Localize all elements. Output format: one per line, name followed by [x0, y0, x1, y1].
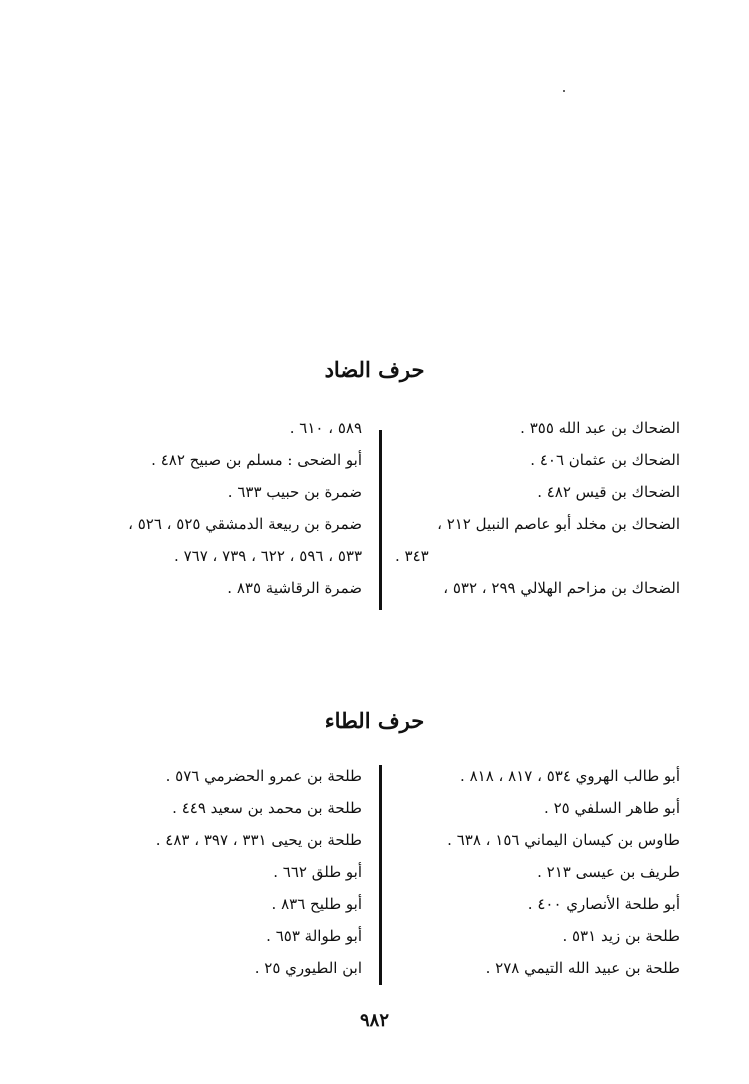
section-title-dad: حرف الضاد: [324, 357, 425, 382]
index-entry: طلحة بن عمرو الحضرمي ٥٧٦ .: [165, 767, 362, 785]
index-entry: أبو الضحى : مسلم بن صبيح ٤٨٢ .: [151, 451, 362, 469]
index-entry: أبو طليح ٨٣٦ .: [271, 895, 362, 913]
index-entry: أبو طالب الهروي ٥٣٤ ، ٨١٧ ، ٨١٨ .: [460, 767, 680, 785]
index-entry: أبو طوالة ٦٥٣ .: [266, 927, 362, 945]
right-column: [395, 760, 680, 984]
index-entry: الضحاك بن قيس ٤٨٢ .: [537, 483, 680, 501]
index-entry: أبو طاهر السلفي ٢٥ .: [544, 799, 680, 817]
index-entry: ضمرة الرقاشية ٨٣٥ .: [227, 579, 362, 597]
page-number: ٩٨٢: [359, 1010, 389, 1031]
index-entry: ضمرة بن ربيعة الدمشقي ٥٢٥ ، ٥٢٦ ،: [128, 515, 362, 533]
left-column: [62, 760, 362, 984]
index-entry: طريف بن عيسى ٢١٣ .: [537, 863, 680, 881]
stray-mark: [563, 90, 565, 92]
index-entry: ابن الطيوري ٢٥ .: [254, 959, 362, 977]
index-entry: الضحاك بن مخلد أبو عاصم النبيل ٢١٢ ،: [437, 515, 680, 533]
index-entry: طلحة بن عبيد الله التيمي ٢٧٨ .: [485, 959, 680, 977]
index-entry: أبو طلق ٦٦٢ .: [273, 863, 362, 881]
index-entry-continuation: ٣٤٣ .: [395, 547, 429, 565]
left-column: [62, 412, 362, 604]
index-entry: أبو طلحة الأنصاري ٤٠٠ .: [527, 895, 680, 913]
index-entry-continuation: ٥٣٣ ، ٥٩٦ ، ٦٢٢ ، ٧٣٩ ، ٧٦٧ .: [174, 547, 362, 565]
index-entry: طاوس بن كيسان اليماني ١٥٦ ، ٦٣٨ .: [447, 831, 680, 849]
index-entry-continuation: ٥٨٩ ، ٦١٠ .: [289, 419, 362, 437]
right-column: [395, 412, 680, 604]
index-entry: الضحاك بن عثمان ٤٠٦ .: [530, 451, 680, 469]
index-entry: الضحاك بن مزاحم الهلالي ٢٩٩ ، ٥٣٢ ،: [443, 579, 680, 597]
index-entry: طلحة بن محمد بن سعيد ٤٤٩ .: [172, 799, 362, 817]
index-entry: طلحة بن زيد ٥٣١ .: [562, 927, 680, 945]
section-title-ta: حرف الطاء: [324, 708, 425, 733]
column-divider: [379, 765, 382, 985]
section-ta-index: [50, 760, 680, 990]
section-dad-index: [50, 412, 680, 612]
column-divider: [379, 430, 382, 610]
index-entry: طلحة بن يحيى ٣٣١ ، ٣٩٧ ، ٤٨٣ .: [155, 831, 362, 849]
index-entry: ضمرة بن حبيب ٦٣٣ .: [227, 483, 362, 501]
index-entry: الضحاك بن عبد الله ٣٥٥ .: [520, 419, 680, 437]
